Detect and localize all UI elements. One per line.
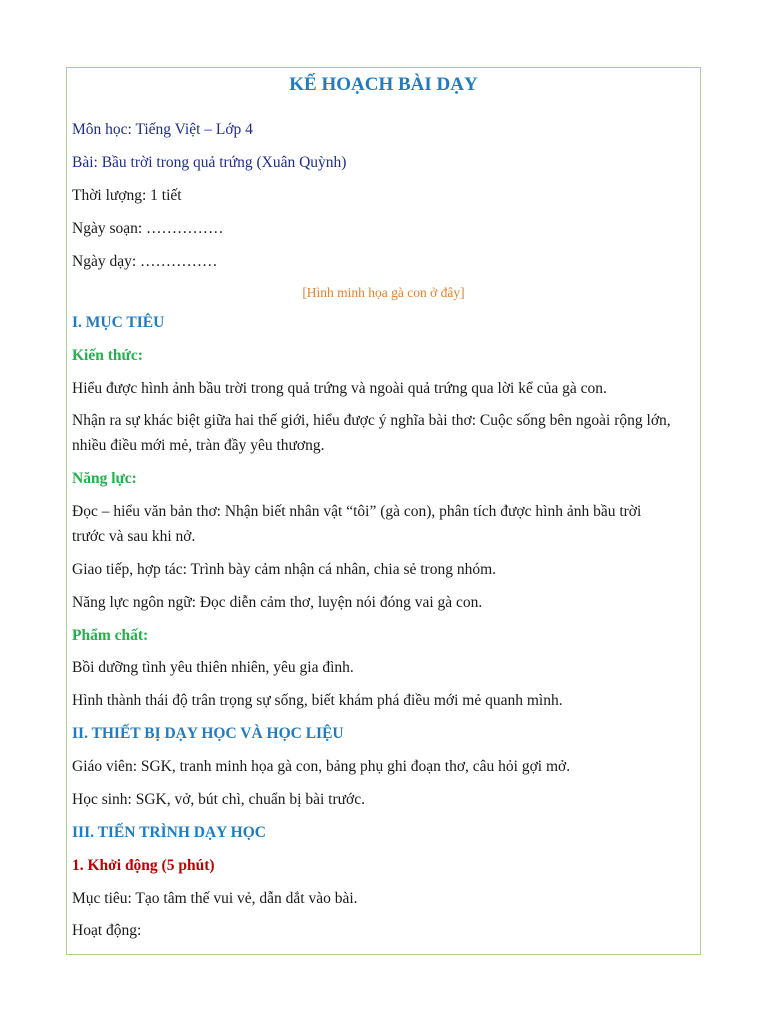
section-objectives-heading: I. MỤC TIÊU bbox=[72, 314, 165, 331]
qualities-item: Hình thành thái độ trân trọng sự sống, biết khám phá điều mới mẻ quanh mình. bbox=[72, 692, 563, 709]
knowledge-heading: Kiến thức: bbox=[72, 347, 143, 364]
competence-item: Giao tiếp, hợp tác: Trình bày cảm nhận cá nhân, chia sẻ trong nhóm. bbox=[72, 561, 497, 578]
illustration-placeholder: [Hình minh họa gà con ở đây] bbox=[302, 285, 465, 300]
section-process-heading: III. TIẾN TRÌNH DẠY HỌC bbox=[72, 824, 266, 841]
warmup-goal: Mục tiêu: Tạo tâm thế vui vẻ, dẫn dắt vào bài. bbox=[72, 890, 358, 907]
teach-date-line: Ngày dạy: …………… bbox=[72, 253, 218, 270]
equipment-item: Học sinh: SGK, vở, bút chì, chuẩn bị bài trước. bbox=[72, 791, 365, 808]
duration-line: Thời lượng: 1 tiết bbox=[72, 187, 182, 204]
document-title: KẾ HOẠCH BÀI DẠY bbox=[289, 74, 478, 95]
warmup-activity: Hoạt động: bbox=[72, 922, 142, 939]
knowledge-item: Hiểu được hình ảnh bầu trời trong quả trứng và ngoài quả trứng qua lời kể của gà con. bbox=[72, 380, 607, 397]
competence-item: Năng lực ngôn ngữ: Đọc diễn cảm thơ, luyện nói đóng vai gà con. bbox=[72, 594, 483, 611]
competence-item: Đọc – hiểu văn bản thơ: Nhận biết nhân vật “tôi” (gà con), phân tích được hình ảnh bầu trời trước và sau khi nở. bbox=[72, 503, 642, 545]
prep-date-line: Ngày soạn: …………… bbox=[72, 220, 224, 237]
subject-line: Môn học: Tiếng Việt – Lớp 4 bbox=[72, 121, 253, 138]
knowledge-item: Nhận ra sự khác biệt giữa hai thế giới, hiểu được ý nghĩa bài thơ: Cuộc sống bên ngoài rộng lớn, nhiều điều mới mẻ, tràn đầy yêu thương. bbox=[72, 412, 671, 454]
step-warmup-heading: 1. Khởi động (5 phút) bbox=[72, 857, 215, 874]
equipment-item: Giáo viên: SGK, tranh minh họa gà con, bảng phụ ghi đoạn thơ, câu hỏi gợi mở. bbox=[72, 758, 571, 775]
qualities-item: Bồi dưỡng tình yêu thiên nhiên, yêu gia đình. bbox=[72, 659, 354, 676]
competence-heading: Năng lực: bbox=[72, 470, 137, 487]
lesson-line: Bài: Bầu trời trong quả trứng (Xuân Quỳnh) bbox=[72, 154, 347, 171]
qualities-heading: Phẩm chất: bbox=[72, 627, 149, 644]
section-equipment-heading: II. THIẾT BỊ DẠY HỌC VÀ HỌC LIỆU bbox=[72, 725, 344, 742]
